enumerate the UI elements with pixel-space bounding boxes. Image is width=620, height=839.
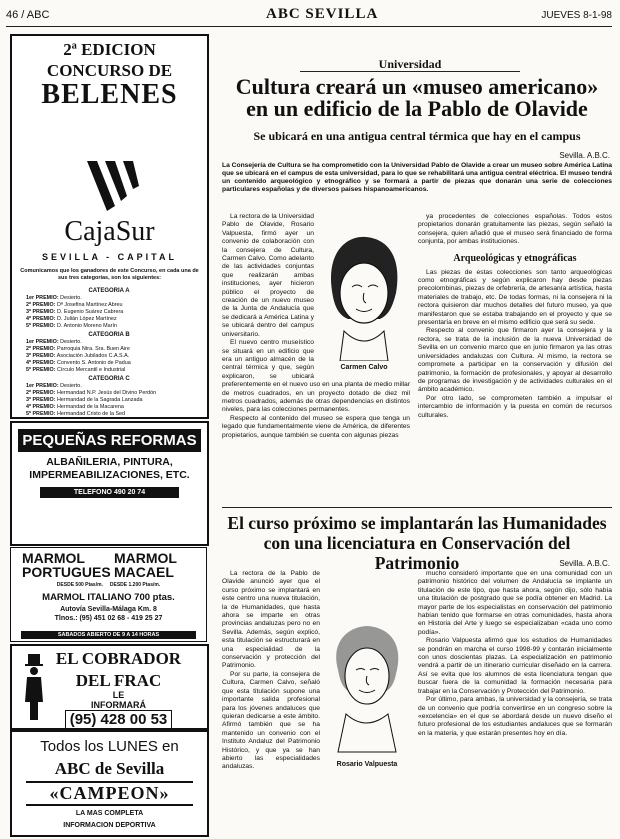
marmol-italiano: MARMOL ITALIANO 700 ptas. — [42, 592, 175, 603]
category-heading: CATEGORIA B — [88, 332, 130, 338]
paragraph: ya procedentes de colecciones españolas. Todos estos propietarios donarán gratuitamente las piezas, según señaló la consejera, quien añadió que el museo será financiado de forma conjunta, por ambas instituciones. — [418, 213, 612, 246]
prize-row: 2º PREMIO: Dª Josefina Martínez Abreu — [26, 302, 123, 308]
cobrador-line3: LE — [112, 690, 125, 700]
marmol-ad — [10, 547, 207, 642]
paragraph: Por su parte, la consejera de Cultura, Carmen Calvo, señaló que esta titulación supone una importante salida profesional para los jóvenes andaluces que quieran dedicarse a este ámbito. Afirmó también que se ha mantenido un convenio con el Instituto Andaluz del Patrimonio Histórico, y que ya se han abierto las especialidades andaluzas. — [222, 670, 320, 771]
article1-column1 — [222, 213, 410, 503]
cobrador-line4: INFORMARÁ — [91, 700, 146, 710]
cobrador-line2: DEL FRAC — [75, 671, 162, 690]
reformas-line1: ALBAÑILERIA, PINTURA, — [46, 456, 173, 468]
campeon-line2: ABC de Sevilla — [54, 759, 165, 778]
paragraph: Respecto al contenido del museo se espera que tenga un legado que fundamentalmente viene de América, de diferentes propietarios, aunque también se cuenta con algunas piezas — [222, 414, 410, 439]
paragraph: Por otro lado, se comprometen también a impulsar el intercambio de información y la puesta en común de recursos culturales. — [418, 394, 612, 419]
marmol-right-name: MARMOL MACAEL — [114, 550, 177, 580]
prize-row: 3º PREMIO: Hermandad de la Sagrada Lanzada — [26, 397, 143, 403]
belenes-contest-ad — [10, 34, 209, 419]
marmol-address: Autovía Sevilla-Málaga Km. 8 Tlnos.: (95) 451 02 68 - 419 25 27 — [54, 606, 163, 622]
prize-row: 1er PREMIO: Desierto. — [26, 339, 82, 345]
article1-kicker: Universidad — [378, 57, 442, 71]
prize-row: 4º PREMIO: Hermandad de la Macarena — [26, 404, 124, 410]
winners-intro: Comunicamos que los ganadores de este Concurso, en cada una de sus tres categorías, son los siguientes: — [20, 268, 199, 281]
reformas-title: PEQUEÑAS REFORMAS — [18, 429, 201, 452]
reformas-ad — [10, 421, 209, 546]
cajasur-logo-icon — [67, 156, 153, 216]
page-number: 46 / ABC — [6, 9, 50, 21]
contest-title-line2: BELENES — [41, 79, 178, 110]
paragraph: Rosario Valpuesta afirmó que los estudios de Humanidades se pondrán en marcha el curso 1998-99 y contarán inicialmente con unos doscientas plazas. La especialización en patrimonio vendrá a partir de un itinerario curricular diseñado en la carrera. Así se evita que los alumnos de esta licenciatura tengan que buscar fuera de la comunidad la formación necesaria para trabajar en la Conservación y Protección del Patrimonio. — [418, 637, 612, 695]
category-heading: CATEGORIA C — [88, 376, 130, 382]
article-divider — [222, 507, 612, 508]
issue-date: JUEVES 8-1-98 — [541, 10, 612, 21]
paragraph: El nuevo centro museístico se situará en un edificio que era un antiguo almacén de la central térmica y que, según explicaron, se ubicará preferentemente en el nuevo uso en una planta de medio millar de metros cuadrados, en un proyecto dotado de diez mil metros cuadrados, además de otras dependencias en distintos niveles, para las colecciones permanentes. — [222, 339, 410, 414]
paragraph: Por último, para ambas, la universidad y la consejería, se trata de un convenio que podría convertirse en un congreso sobre la «excelencia» en el que se abordará desde un nuevo diseño el futuro profesional de los estudiantes andaluces que se formarán en la materia, y que estarán presentes hoy en día. — [418, 696, 612, 737]
article2-column1 — [222, 570, 410, 835]
prize-row: 4º PREMIO: Convento S. Antonio de Padua — [26, 360, 131, 366]
prize-row: 2º PREMIO: Parroquia Ntra. Sra. Buen Aire — [26, 346, 130, 352]
page-header — [6, 6, 612, 27]
article2-column2 — [418, 570, 612, 835]
article1-subsection: Arqueológicas y etnográficas — [453, 252, 577, 264]
article2-headline: El curso próximo se implantarán las Humanidades con una licenciatura en Conservación del Patrimonio — [227, 513, 607, 573]
marmol-prices: DESDE 500 Ptas/m. DESDE 1.200 Ptas/m. — [56, 582, 161, 588]
article1-headline: Cultura creará un «museo americano» en un edificio de la Pablo de Olavide — [235, 74, 599, 121]
kicker-rule — [300, 71, 520, 72]
cobrador-ad — [10, 644, 209, 730]
article1-byline: Sevilla. A.B.C. — [559, 151, 610, 160]
marmol-left-name: MARMOL PORTUGUES — [22, 550, 111, 580]
portrait-caption: Rosario Valpuesta — [336, 761, 398, 769]
marmol-hours: SABADOS ABIERTO DE 9 A 14 HORAS — [21, 631, 196, 639]
portrait-frame — [324, 620, 410, 770]
reformas-line2: IMPERMEABILIZACIONES, ETC. — [29, 469, 190, 481]
campeon-line4: LA MAS COMPLETA — [75, 810, 144, 817]
winners-list — [16, 286, 202, 418]
paragraph: La rectora de la Universidad Pablo de Olavide, Rosario Valpuesta, firmó ayer un convenio de colaboración con la consejera de Cultura, Carmen Calvo. Como adelanto de las actividades conjuntas que realizarán ambas instituciones, ayer hicieron público el proyecto de creación de un nuevo museo de la Junta de Andalucía que se dedicará a América Latina y se ubicará dentro del campus universitario. — [222, 213, 314, 338]
cobrador-phone: (95) 428 00 53 — [65, 710, 173, 729]
prize-row: 1er PREMIO: Desierto. — [26, 295, 82, 301]
prize-row: 4º PREMIO: D. Julián López Martínez — [26, 316, 117, 322]
prize-row: 3º PREMIO: D. Eugenio Suárez Cabrera — [26, 309, 124, 315]
campeon-ad — [10, 730, 209, 837]
portrait-caption: Carmen Calvo — [340, 364, 388, 372]
category-heading: CATEGORIA A — [88, 288, 130, 294]
prize-row: 5º PREMIO: Círculo Mercantil e Industrial — [26, 367, 126, 373]
prize-row: 3º PREMIO: Asociación Jubilados C.A.S.A. — [26, 353, 130, 359]
rosario-valpuesta-portrait-icon — [324, 620, 410, 758]
contest-title-line1: CONCURSO DE — [46, 61, 173, 80]
section-title: ABC SEVILLA — [266, 6, 379, 22]
paragraph: Respecto al convenio que firmaron ayer la consejera y la rectora, se trata de la inclusión de la nueva Universidad de Sevilla en un convenio marco que en junio firmaron ya las otras universidades andaluzas con Cultura. Al mismo, la rectora se compromete a participar en la conservación y difusión del patrimonio, la formación de profesionales, y apoyar al desarrollo de programas de investigación y de actividades culturales en el ámbito académico. — [418, 327, 612, 394]
paragraph: La rectora de la Pablo de Olavide anunció ayer que el curso próximo se implantará en este centro una nueva titulación, la de Humanidades, que hasta ahora se imparte en otras provincias andaluzas pero no en Sevilla. Además, según explicó, esta titulación se estructurará en una especialidad de la conservación y protección del Patrimonio. — [222, 570, 320, 670]
edition-label: 2ª EDICION — [63, 40, 156, 59]
carmen-calvo-portrait-icon — [318, 231, 410, 361]
prize-row: 5º PREMIO: D. Antonio Moreno Marín — [26, 323, 117, 329]
brand-city: SEVILLA - CAPITAL — [42, 252, 177, 262]
article1-lead: La Consejería de Cultura se ha comprometido con la Universidad Pablo de Olavide a crear un museo sobre América Latina que se ubicará en el campus de esta universidad, para lo que se rehabilitará una antigua central eléctrica. El museo tendrá un contenido arqueológico y etnográfico y se formará a partir de piezas que donarán una serie de colecciones particulares españolas y de diversos países hispanoamericanos. — [222, 162, 612, 193]
article2-byline: Sevilla. A.B.C. — [559, 559, 610, 568]
article1-column2 — [418, 213, 612, 503]
campeon-line5: INFORMACION DEPORTIVA — [63, 822, 156, 829]
cobrador-line1: EL COBRADOR — [55, 649, 182, 668]
tophat-figure-icon — [22, 652, 46, 722]
campeon-line1: Todos los LUNES en — [40, 738, 179, 755]
prize-row: 1er PREMIO: Desierto. — [26, 383, 82, 389]
paragraph: mucho consideró importante que en una comunidad con un patrimonio histórico del volumen de Andalucía se implante un titulación de este tipo, que hasta ahora, según dijo, sólo había una titulación de postgrado que se podía obtener en Madrid. La mayor parte de los especialistas en conservación del patrimonio habían tenido que formarse en otras comunidades, hasta ahora en Historia del Arte y luego se especializaban «cada uno como podía». — [418, 570, 612, 636]
portrait-frame — [318, 231, 410, 373]
prize-row: 5º PREMIO: Hermandad Cristo de la Sed — [26, 411, 126, 417]
campeon-line3: «CAMPEON» — [26, 781, 193, 806]
brand-name: CajaSur — [64, 216, 155, 247]
reformas-phone: TELEFONO 490 20 74 — [40, 487, 179, 498]
article1-subhead: Se ubicará en una antigua central térmica que hay en el campus — [253, 129, 581, 143]
paragraph: Las piezas de estas colecciones son tanto arqueológicas como etnográficas y según explicaron hay desde piezas precolombinas, piezas de orfebrería, de artesanía artística, hasta materiales de trabajo, etc. De todas formas, ni la consejera ni la rectora quisieron dar muchos detalles del futuro museo, ya que manifestaron que se estaba trabajando en el proyecto y que se presentaría en breve en el mismo edificio que será su sede. — [418, 268, 612, 327]
prize-row: 2º PREMIO: Hermandad N.P. Jesús del Divino Perdón — [26, 390, 157, 396]
